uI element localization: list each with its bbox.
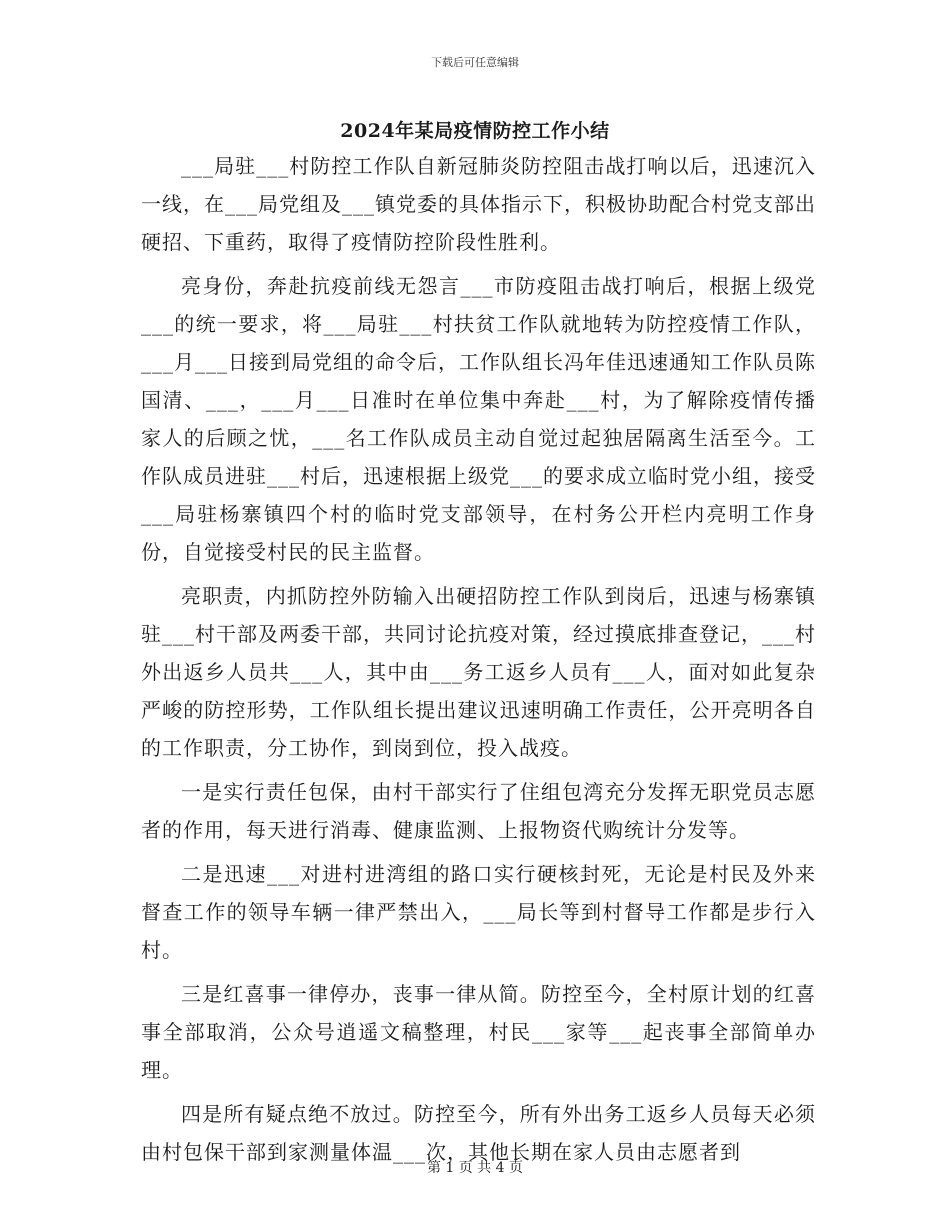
paragraph: 四是所有疑点绝不放过。防控至今，所有外出务工返乡人员每天必须由村包保干部到家测量体温___次，其他长期在家人员由志愿者到 (141, 1102, 816, 1164)
paragraph: 亮身份，奔赴抗疫前线无怨言___市防疫阻击战打响后，根据上级党___的统一要求，将___局驻___村扶贫工作队就地转为防控疫情工作队，___月___日接到局党组的命令后，工作队组长冯年佳迅速通知工作队员陈国清、___，___月___日准时在单位集中奔赴___村，为了解除疫情传播家人的后顾之忧，___名工作队成员主动自觉过起独居隔离生活至今。工作队成员进驻___村后，迅速根据上级党___的要求成立临时党小组，接受___局驻杨寨镇四个村的临时党支部领导，在村务公开栏内亮明工作身份，自觉接受村民的民主监督。 (141, 274, 816, 564)
document-body (141, 147, 816, 1177)
page-number-footer: 第 1 页 共 4 页 (426, 1160, 524, 1176)
paragraph: ___局驻___村防控工作队自新冠肺炎防控阻击战打响以后，迅速沉入一线，在___局党组及___镇党委的具体指示下，积极协助配合村党支部出硬招、下重药，取得了疫情防控阶段性胜利。 (141, 154, 816, 254)
header-note: 下载后可任意编辑 (431, 56, 519, 69)
paragraph: 一是实行责任包保，由村干部实行了住组包湾充分发挥无职党员志愿者的作用，每天进行消毒、健康监测、上报物资代购统计分发等。 (141, 780, 816, 842)
paragraph: 亮职责，内抓防控外防输入出硬招防控工作队到岗后，迅速与杨寨镇驻___村干部及两委干部，共同讨论抗疫对策，经过摸底排查登记，___村外出返乡人员共___人，其中由___务工返乡人员有___人，面对如此复杂严峻的防控形势，工作队组长提出建议迅速明确工作责任，公开亮明各自的工作职责，分工协作，到岗到位，投入战疫。 (141, 584, 816, 760)
paragraph: 二是迅速___对进村进湾组的路口实行硬核封死，无论是村民及外来督查工作的领导车辆一律严禁出入，___局长等到村督导工作都是步行入村。 (141, 862, 816, 962)
paragraph: 三是红喜事一律停办，丧事一律从简。防控至今，全村原计划的红喜事全部取消，公众号逍遥文稿整理，村民___家等___起丧事全部简单办理。 (141, 982, 816, 1082)
document-title: 2024年某局疫情防控工作小结 (340, 120, 610, 142)
